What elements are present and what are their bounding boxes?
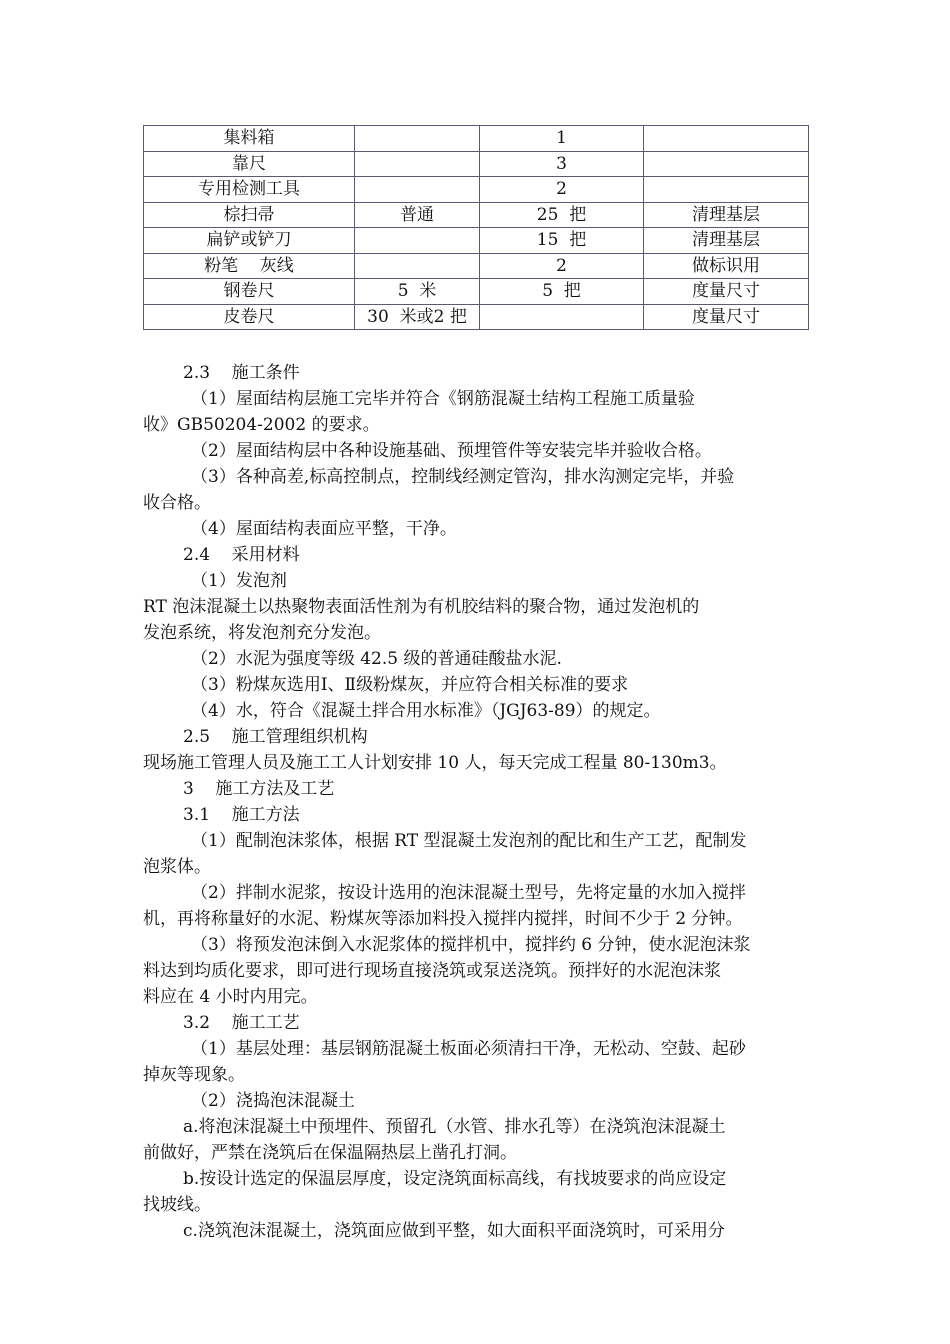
text-line: a.将泡沫混凝土中预埋件、预留孔（水管、排水孔等）在浇筑泡沫混凝土 — [183, 1117, 726, 1137]
table-cell: 棕扫帚 — [144, 202, 355, 228]
text-line: （4）水，符合《混凝土拌合用水标准》（JGJ63-89）的规定。 — [191, 701, 661, 721]
text-line: 现场施工管理人员及施工工人计划安排 10 人，每天完成工程量 80-130m3。 — [143, 753, 727, 773]
section-heading: 2.5 施工管理组织机构 — [183, 727, 368, 747]
table-cell: 集料箱 — [144, 126, 355, 152]
table-cell: 做标识用 — [644, 253, 809, 279]
table-cell: 30 米或2 把 — [355, 304, 480, 330]
text-line: c.浇筑泡沫混凝土，浇筑面应做到平整，如大面积平面浇筑时，可采用分 — [183, 1221, 725, 1241]
section-heading: 3 施工方法及工艺 — [183, 779, 335, 799]
table-cell: 25 把 — [480, 202, 644, 228]
table-cell: 5 米 — [355, 279, 480, 305]
table-cell — [355, 151, 480, 177]
text-line: （2）屋面结构层中各种设施基础、预埋管件等安装完毕并验收合格。 — [191, 441, 712, 461]
table-cell — [355, 126, 480, 152]
table-cell — [644, 151, 809, 177]
section-heading: 2.4 采用材料 — [183, 545, 300, 565]
table-row — [144, 126, 809, 152]
table-cell: 15 把 — [480, 228, 644, 254]
table-cell: 靠尺 — [144, 151, 355, 177]
table-cell: 皮卷尺 — [144, 304, 355, 330]
table-cell — [644, 177, 809, 203]
text-line: RT 泡沫混凝土以热聚物表面活性剂为有机胶结料的聚合物，通过发泡机的 — [143, 597, 700, 617]
text-line: b.按设计选定的保温层厚度，设定浇筑面标高线，有找坡要求的尚应设定 — [183, 1169, 727, 1189]
text-line: 机，再将称量好的水泥、粉煤灰等添加料投入搅拌内搅拌，时间不少于 2 分钟。 — [143, 909, 743, 929]
table-row — [144, 279, 809, 305]
table-cell — [644, 126, 809, 152]
table-cell: 2 — [480, 177, 644, 203]
table-cell — [480, 304, 644, 330]
table-cell: 1 — [480, 126, 644, 152]
text-line: （2）浇捣泡沫混凝土 — [191, 1091, 355, 1111]
table-row — [144, 228, 809, 254]
text-line: （1）配制泡沫浆体，根据 RT 型混凝土发泡剂的配比和生产工艺，配制发 — [191, 831, 747, 851]
equipment-table — [143, 125, 809, 330]
text-line: 收合格。 — [143, 493, 211, 513]
body-text — [143, 360, 813, 1244]
table-cell — [355, 177, 480, 203]
table-cell: 粉笔 灰线 — [144, 253, 355, 279]
table-cell: 度量尺寸 — [644, 304, 809, 330]
text-line: （1）发泡剂 — [191, 571, 287, 591]
text-line: 找坡线。 — [143, 1195, 211, 1215]
table-cell: 度量尺寸 — [644, 279, 809, 305]
text-line: 前做好，严禁在浇筑后在保温隔热层上凿孔打洞。 — [143, 1143, 517, 1163]
section-heading: 3.1 施工方法 — [183, 805, 300, 825]
table-cell: 清理基层 — [644, 228, 809, 254]
table-cell: 2 — [480, 253, 644, 279]
table-row — [144, 202, 809, 228]
table-cell: 专用检测工具 — [144, 177, 355, 203]
text-line: （4）屋面结构表面应平整，干净。 — [191, 519, 457, 539]
table-cell: 普通 — [355, 202, 480, 228]
text-line: （3）将预发泡沫倒入水泥浆体的搅拌机中，搅拌约 6 分钟，使水泥泡沫浆 — [191, 935, 751, 955]
table-row — [144, 253, 809, 279]
text-line: 料达到均质化要求，即可进行现场直接浇筑或泵送浇筑。预拌好的水泥泡沫浆 — [143, 961, 721, 981]
text-line: （3）粉煤灰选用Ⅰ、Ⅱ级粉煤灰，并应符合相关标准的要求 — [191, 675, 629, 695]
table-row — [144, 304, 809, 330]
text-line: 料应在 4 小时内用完。 — [143, 987, 318, 1007]
text-line: 收》GB50204-2002 的要求。 — [143, 415, 380, 435]
text-line: （2）水泥为强度等级 42.5 级的普通硅酸盐水泥. — [191, 649, 562, 669]
table-cell — [355, 228, 480, 254]
table-cell: 清理基层 — [644, 202, 809, 228]
text-line: （1）屋面结构层施工完毕并符合《钢筋混凝土结构工程施工质量验 — [191, 389, 695, 409]
section-heading: 2.3 施工条件 — [183, 363, 300, 383]
table-cell: 钢卷尺 — [144, 279, 355, 305]
text-line: （2）拌制水泥浆，按设计选用的泡沫混凝土型号，先将定量的水加入搅拌 — [191, 883, 746, 903]
text-line: 发泡系统，将发泡剂充分发泡。 — [143, 623, 381, 643]
section-heading: 3.2 施工工艺 — [183, 1013, 300, 1033]
table-cell: 5 把 — [480, 279, 644, 305]
table-cell: 3 — [480, 151, 644, 177]
table-row — [144, 151, 809, 177]
text-line: 掉灰等现象。 — [143, 1065, 245, 1085]
text-line: （1）基层处理：基层钢筋混凝土板面必须清扫干净，无松动、空鼓、起砂 — [191, 1039, 746, 1059]
table-cell: 扁铲或铲刀 — [144, 228, 355, 254]
table-row — [144, 177, 809, 203]
table-cell — [355, 253, 480, 279]
text-line: （3）各种高差,标高控制点，控制线经测定管沟，排水沟测定完毕，并验 — [191, 467, 735, 487]
text-line: 泡浆体。 — [143, 857, 211, 877]
